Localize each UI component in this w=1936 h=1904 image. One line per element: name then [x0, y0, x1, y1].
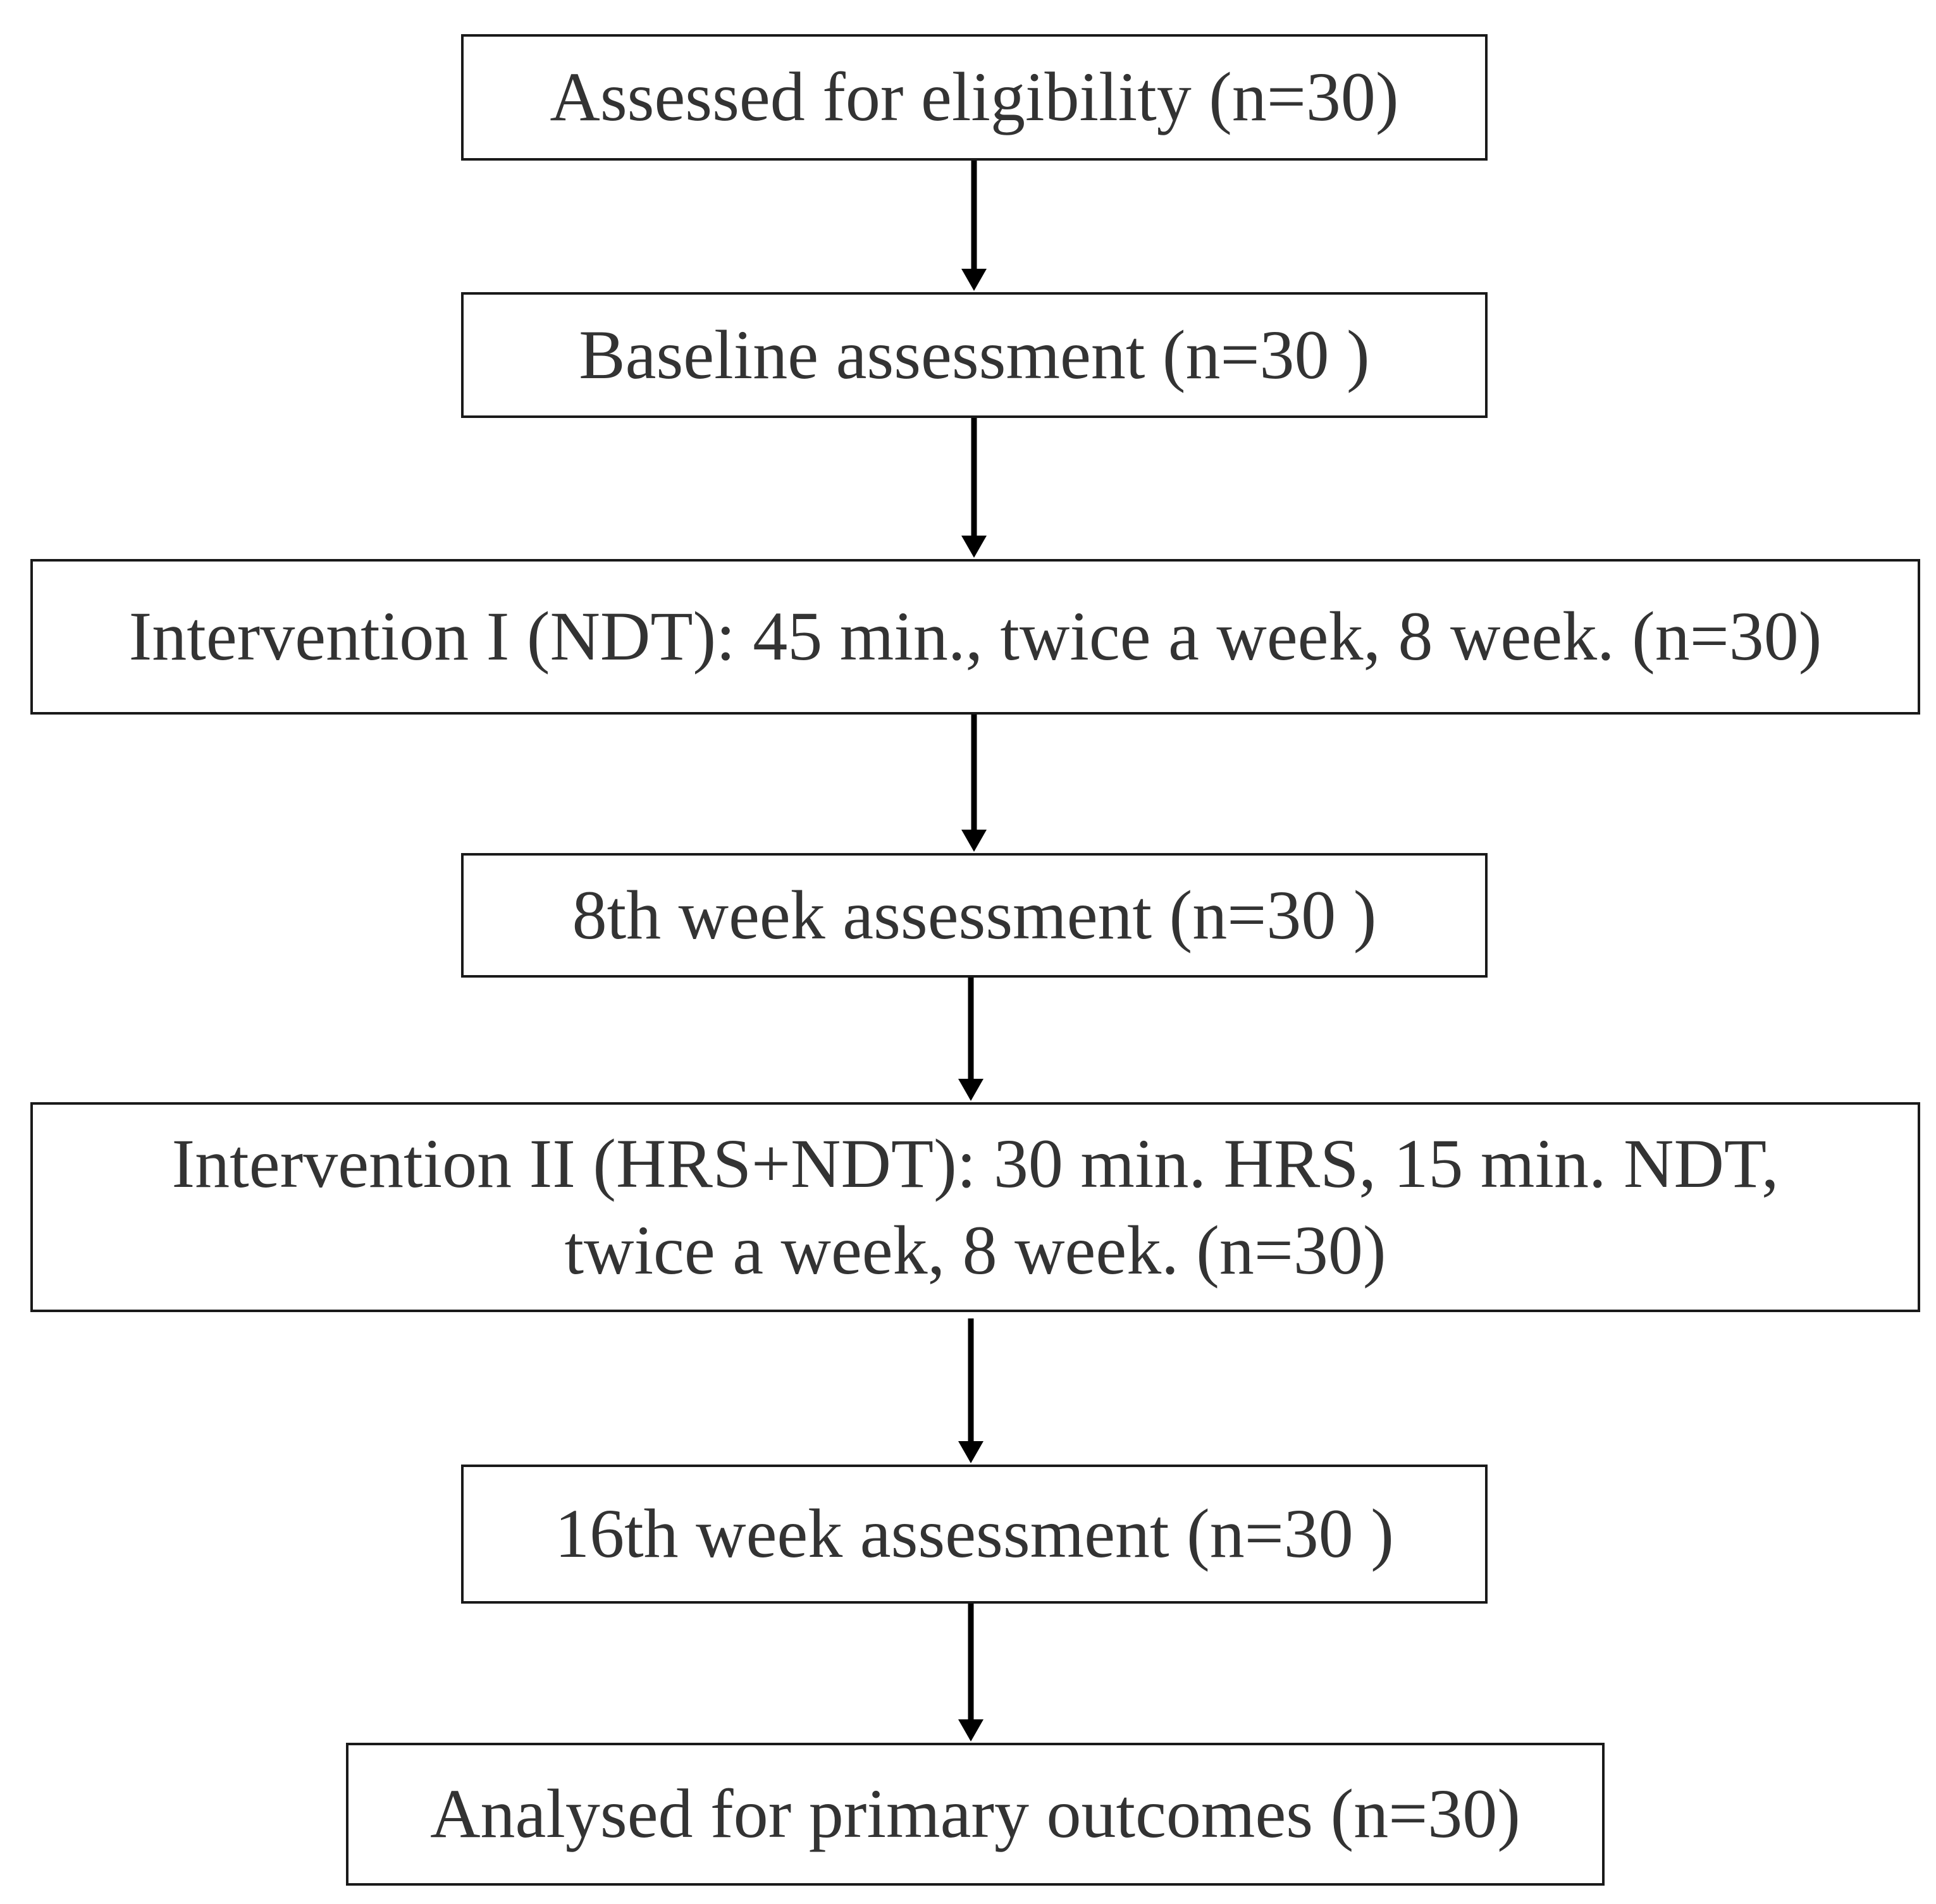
step-analysed-primary-outcomes — [346, 1743, 1605, 1886]
arrowhead-icon — [961, 536, 987, 558]
step-label-line-2: twice a week, 8 week. (n=30) — [564, 1212, 1386, 1289]
step-label: Intervention I (NDT): 45 min., twice a week, 8 week. (n=30) — [128, 598, 1822, 675]
step-label: 8th week assessment (n=30 ) — [572, 876, 1377, 954]
step-label: Baseline assessment (n=30 ) — [579, 316, 1370, 393]
step-8th-week-assessment — [461, 853, 1488, 978]
step-baseline-assessment — [461, 292, 1488, 418]
arrow-intervention-2-to-week-16 — [958, 1318, 983, 1463]
arrowhead-icon — [958, 1719, 983, 1741]
arrowhead-icon — [961, 830, 987, 852]
step-label: 16th week assessment (n=30 ) — [555, 1495, 1394, 1573]
step-label: Analysed for primary outcomes (n=30) — [430, 1775, 1520, 1853]
arrow-baseline-to-intervention-1 — [961, 418, 987, 558]
arrow-intervention-1-to-week-8 — [961, 715, 987, 852]
step-label-line-1: Intervention II (HRS+NDT): 30 min. HRS, 15 min. NDT, — [171, 1124, 1779, 1202]
arrowhead-icon — [958, 1079, 983, 1101]
arrow-assessed-to-baseline — [961, 161, 987, 291]
step-label: Assessed for eligibility (n=30) — [550, 58, 1399, 136]
step-assessed-for-eligibility — [461, 34, 1488, 161]
step-intervention-2 — [30, 1102, 1920, 1312]
arrowhead-icon — [958, 1441, 983, 1463]
arrowhead-icon — [961, 269, 987, 291]
step-intervention-1 — [30, 559, 1920, 715]
step-16th-week-assessment — [461, 1465, 1488, 1604]
arrow-week-16-to-analysed — [958, 1604, 983, 1741]
arrow-week-8-to-intervention-2 — [958, 978, 983, 1101]
